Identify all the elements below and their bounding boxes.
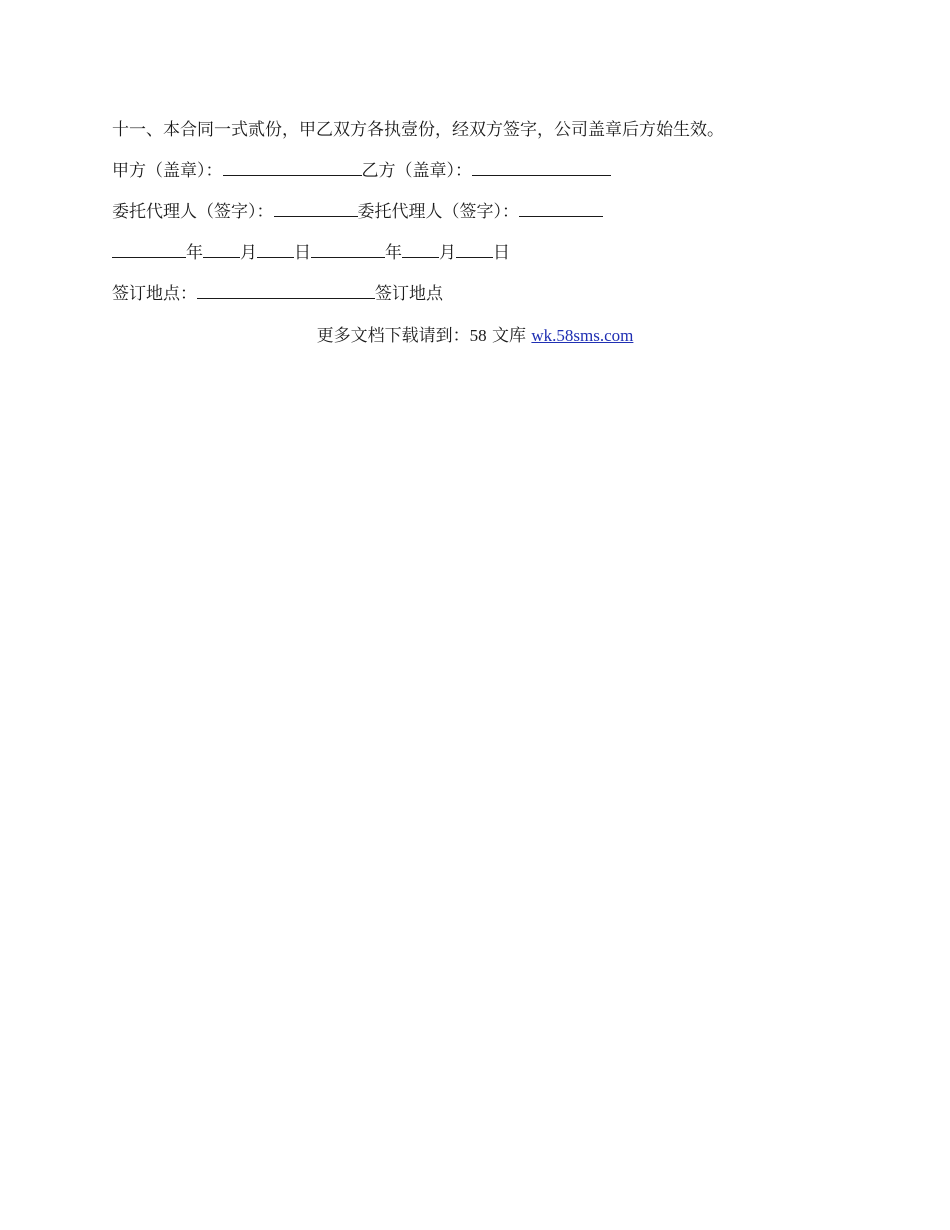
date-line [112,233,832,274]
agent-signature-line [112,192,832,233]
month-a-blank[interactable] [203,256,240,258]
signing-place-label-2: 签订地点 [375,284,443,304]
month-b-label: 月 [439,243,456,263]
agent-a-blank[interactable] [274,215,358,217]
agent-a-label: 委托代理人（签字）： [112,202,274,222]
day-b-blank[interactable] [456,256,493,258]
footer-number: 58 [469,326,487,345]
agent-b-blank[interactable] [519,215,603,217]
clause-11-text: 十一、本合同一式贰份，甲乙双方各执壹份，经双方签字，公司盖章后方始生效。 [112,120,724,140]
party-b-blank[interactable] [472,174,611,176]
year-b-label: 年 [385,243,402,263]
year-b-blank[interactable] [311,256,385,258]
month-b-blank[interactable] [402,256,439,258]
signing-place-line [112,274,832,315]
signing-place-blank[interactable] [197,297,375,299]
party-a-blank[interactable] [223,174,362,176]
year-a-label: 年 [186,243,203,263]
footer-download-line [112,315,838,356]
party-seal-line [112,151,832,192]
day-a-blank[interactable] [257,256,294,258]
party-b-label: 乙方（盖章）： [361,161,472,181]
day-a-label: 日 [294,243,311,263]
document-content [112,110,832,356]
year-a-blank[interactable] [112,256,186,258]
day-b-label: 日 [493,243,510,263]
agent-b-label: 委托代理人（签字）： [357,202,519,222]
signing-place-label: 签订地点： [112,284,197,304]
month-a-label: 月 [240,243,257,263]
footer-prefix: 更多文档下载请到： [316,326,470,346]
clause-11-line [112,110,832,151]
footer-suffix: 文库 [492,326,526,346]
footer-link[interactable]: wk.58sms.com [531,326,634,345]
party-a-label: 甲方（盖章）： [112,161,223,181]
